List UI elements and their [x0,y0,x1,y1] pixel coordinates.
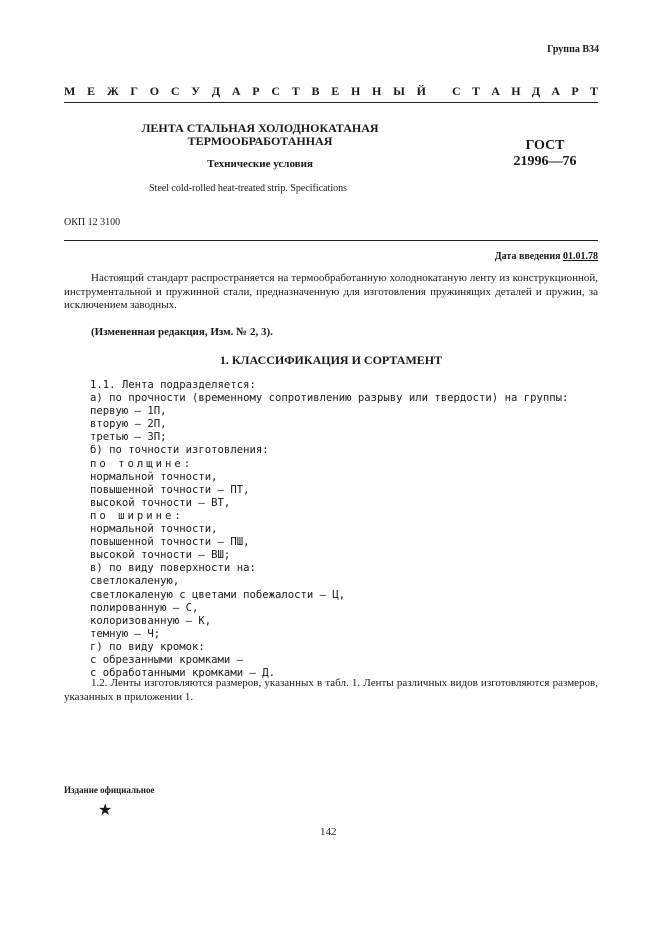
list-item: светлокаленую, [90,575,180,588]
list-item: б) по точности изготовления: [90,444,269,457]
list-item: светлокаленую с цветами побежалости — Ц, [90,588,346,601]
official-edition-label: Издание официальное [64,785,155,795]
okp-divider [64,240,598,241]
list-item: первую — 1П, [90,405,167,418]
list-item: повышенной точности — ПШ, [90,536,250,549]
introduction-date-label: Дата введения [494,251,561,262]
classification-list [90,379,568,680]
page-number: 142 [320,826,337,838]
english-title: Steel cold-rolled heat-treated strip. Specifications [149,183,347,194]
group-code: Группа В34 [547,44,599,55]
gost-label: ГОСТ [525,138,565,153]
document-title [120,122,400,148]
section-heading: 1. КЛАССИФИКАЦИЯ И СОРТАМЕНТ [219,353,443,367]
document-subtitle: Технические условия [207,158,313,170]
star-mark: ★ [98,802,113,819]
title-line-2: ТЕРМООБРАБОТАННАЯ [187,134,333,148]
list-item: нормальной точности, [90,470,218,483]
gost-number: 21996—76 [513,154,577,169]
list-item: высокой точности — ВШ; [90,549,231,562]
list-item: полированную — С, [90,601,199,614]
header-divider [64,102,598,103]
list-item: по толщине: [90,457,194,470]
gost-designation [500,138,590,170]
paragraph-1-2: 1.2. Ленты изготовляются размеров, указанных в табл. 1. Ленты различных видов изготовляются размеров, указанных в приложении 1. [64,677,598,703]
list-item: г) по виду кромок: [90,640,205,653]
list-item: третью — 3П; [90,431,167,444]
list-item: повышенной точности — ПТ, [90,483,250,496]
revision-note: (Измененная редакция, Изм. № 2, 3). [91,326,273,338]
introduction-date [495,251,598,262]
list-item: вторую — 2П, [90,418,167,431]
okp-code: ОКП 12 3100 [64,217,121,228]
list-item: а) по прочности (временному сопротивлению разрыву или твердости) на группы: [90,392,569,405]
interstate-word: М Е Ж Г О С У Д А Р С Т В Е Н Н Ы Й [64,84,426,98]
introduction-date-value: 01.01.78 [563,251,598,262]
list-item: по ширине: [90,509,184,522]
intro-paragraph: Настоящий стандарт распространяется на термообработанную холоднокатаную ленту из конструкционной, инструментальной и пружинной стали, предназначенную для изготовления пружинящих деталей и пружин, за исключением заводных. [64,272,598,312]
list-item: в) по виду поверхности на: [90,562,256,575]
title-line-1: ЛЕНТА СТАЛЬНАЯ ХОЛОДНОКАТАНАЯ [141,121,379,135]
list-item: высокой точности — ВТ, [90,496,231,509]
list-item: с обработанными кромками — Д. [90,667,275,680]
list-item: нормальной точности, [90,523,218,536]
list-item: с обрезанными кромками — [90,653,244,666]
interstate-word: С Т А Н Д А Р Т [452,84,598,98]
list-item: темную — Ч; [90,627,161,640]
list-item: колоризованную — К, [90,614,212,627]
list-item: 1.1. Лента подразделяется: [90,379,256,391]
interstate-standard-heading [64,84,598,99]
